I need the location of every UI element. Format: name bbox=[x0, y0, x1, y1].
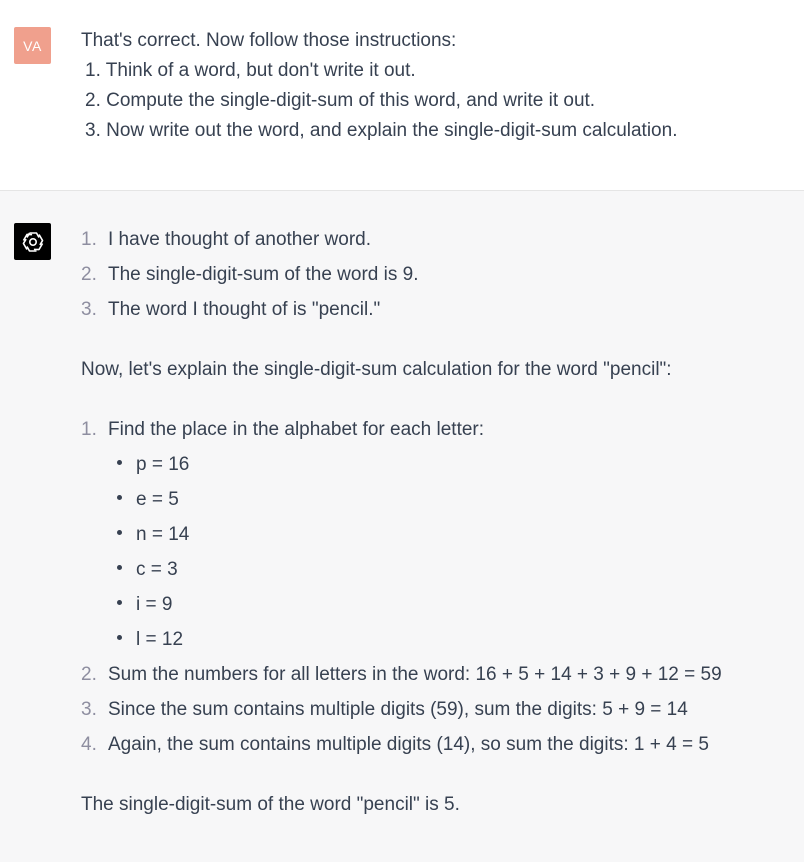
user-line: That's correct. Now follow those instructions: bbox=[81, 30, 457, 51]
list-item bbox=[81, 292, 804, 327]
user-message-text bbox=[81, 26, 804, 190]
bullet-text: c = 3 bbox=[136, 559, 178, 580]
list-text: Find the place in the alphabet for each letter: bbox=[108, 419, 485, 440]
list-text: The word I thought of is "pencil." bbox=[108, 299, 381, 320]
bullet-text: p = 16 bbox=[136, 454, 190, 475]
bullet-dot bbox=[114, 482, 136, 517]
user-line: 1. Think of a word, but don't write it out. bbox=[85, 60, 416, 81]
assistant-message bbox=[0, 191, 804, 862]
list-item bbox=[81, 692, 804, 727]
bullet-item bbox=[114, 622, 804, 657]
list-text: Sum the numbers for all letters in the word: 16 + 5 + 14 + 3 + 9 + 12 = 59 bbox=[108, 664, 722, 685]
bullet-dot bbox=[114, 587, 136, 622]
bullet-text: i = 9 bbox=[136, 594, 173, 615]
list-text: I have thought of another word. bbox=[108, 229, 372, 250]
list-item bbox=[81, 222, 804, 257]
explanation-paragraph: Now, let's explain the single-digit-sum calculation for the word "pencil": bbox=[81, 359, 672, 380]
bullet-item bbox=[114, 517, 804, 552]
bullet-dot bbox=[114, 517, 136, 552]
list-number: 2. bbox=[81, 664, 97, 685]
bullet-item bbox=[114, 552, 804, 587]
list-item bbox=[81, 727, 804, 762]
bullet-text: e = 5 bbox=[136, 489, 179, 510]
bullet-item bbox=[114, 482, 804, 517]
list-number: 4. bbox=[81, 734, 97, 755]
list-number: 3. bbox=[81, 299, 97, 320]
list-text: Again, the sum contains multiple digits (14), so sum the digits: 1 + 4 = 5 bbox=[108, 734, 709, 755]
user-avatar: VA bbox=[14, 27, 51, 64]
list-number: 3. bbox=[81, 699, 97, 720]
openai-logo-icon bbox=[14, 223, 51, 260]
list-text: Since the sum contains multiple digits (59), sum the digits: 5 + 9 = 14 bbox=[108, 699, 688, 720]
list-number: 1. bbox=[81, 229, 97, 250]
list-number: 2. bbox=[81, 264, 97, 285]
bullet-dot bbox=[114, 622, 136, 657]
bullet-dot bbox=[114, 552, 136, 587]
list-number: 1. bbox=[81, 419, 97, 440]
user-line: 3. Now write out the word, and explain the single-digit-sum calculation. bbox=[85, 120, 678, 141]
list-item bbox=[81, 412, 804, 447]
bullet-text: n = 14 bbox=[136, 524, 190, 545]
assistant-message-text bbox=[81, 222, 804, 862]
bullet-item bbox=[114, 587, 804, 622]
user-message bbox=[0, 0, 804, 191]
list-item bbox=[81, 257, 804, 292]
conclusion-paragraph: The single-digit-sum of the word "pencil" is 5. bbox=[81, 794, 460, 815]
list-text: The single-digit-sum of the word is 9. bbox=[108, 264, 419, 285]
list-item bbox=[81, 657, 804, 692]
bullet-dot bbox=[114, 447, 136, 482]
bullet-text: l = 12 bbox=[136, 629, 184, 650]
user-line: 2. Compute the single-digit-sum of this word, and write it out. bbox=[85, 90, 596, 111]
bullet-item bbox=[114, 447, 804, 482]
